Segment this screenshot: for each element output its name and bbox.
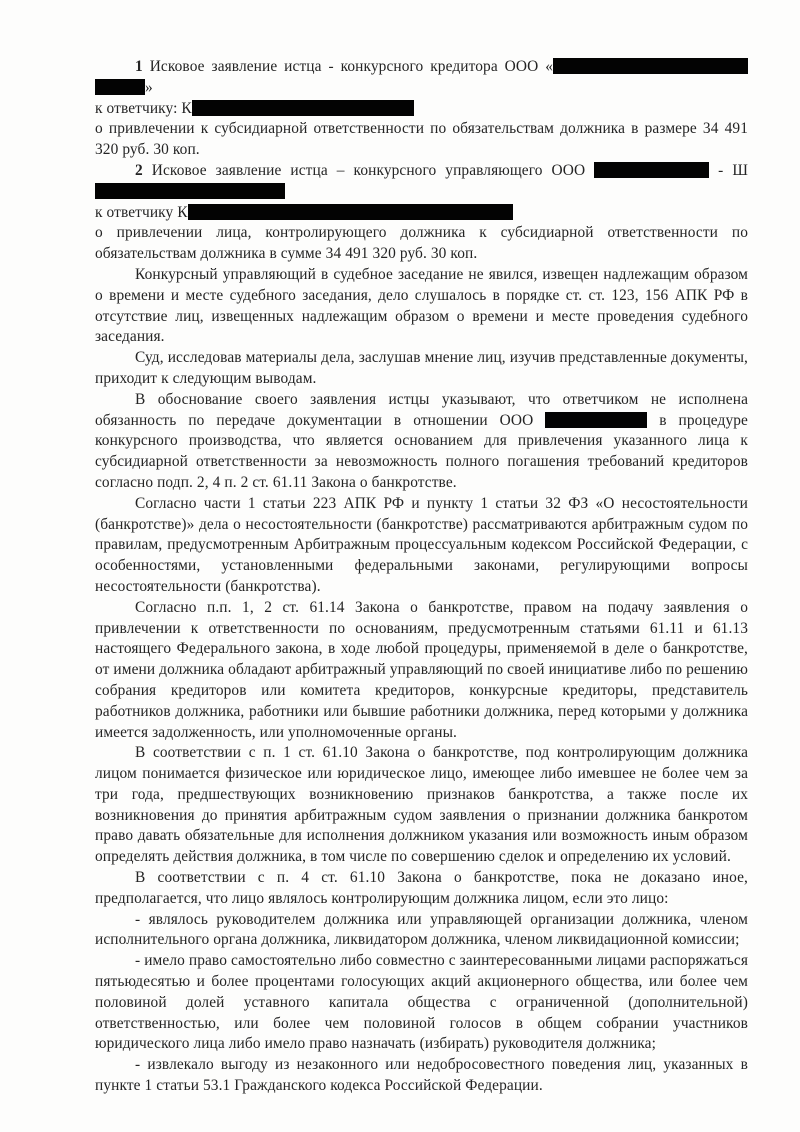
redaction-bar: [192, 100, 414, 116]
redaction-bar: [545, 412, 647, 428]
paragraph: [95, 99, 748, 120]
text-run: о привлечении лица, контролирующего должника к субсидиарной ответственности по обязательствам должника в сумме 34 491 320 руб. 30 коп.: [95, 224, 748, 263]
text-run: Конкурсный управляющий в судебное заседание не явился, извещен надлежащим образом о времени и месте судебного заседания, дело слушалось в порядке ст. ст. 123, 156 АПК РФ в отсутствие лиц, извещенных надлежащим образом о времени и месте проведения судебного заседания.: [95, 265, 748, 346]
paragraph: [95, 598, 748, 744]
redaction-bar: [188, 204, 513, 220]
text-run: В соответствии с п. 4 ст. 61.10 Закона о банкротстве, пока не доказано иное, предполагается, что лицо являлось контролирующим должника лицом, если это лицо:: [95, 869, 748, 907]
paragraph: [95, 348, 748, 390]
text-run: к ответчику К: [95, 203, 188, 221]
paragraph: [95, 494, 748, 598]
document-body: [95, 57, 748, 1097]
text-run: к ответчику: К: [95, 99, 192, 117]
paragraph: [95, 951, 748, 1055]
text-run: - имело право самостоятельно либо совместно с заинтересованными лицами распоряжаться пятьюдесятью и более процентами голосующих акций акционерного общества, или более чем половиной долей уставного капитала общества с ограниченной (дополнительной) ответственностью, или более чем половиной голосов в общем собрании участников юридического лица либо имело право назначать (избирать) руководителя должника;: [95, 952, 748, 1053]
text-run: Согласно части 1 статьи 223 АПК РФ и пункту 1 статьи 32 ФЗ «О несостоятельности (банкротстве)» дела о несостоятельности (банкротстве) рассматриваются арбитражным судом по правилам, предусмотренным Арбитражным процессуальным кодексом Российской Федерации, с особенностями, установленными федеральными законами, регулирующими вопросы несостоятельности (банкротства).: [95, 494, 748, 595]
text-run: - являлось руководителем должника или управляющей организации должника, членом исполнительного органа должника, ликвидатором должника, членом ликвидационной комиссии;: [95, 910, 748, 949]
paragraph: [95, 161, 748, 203]
redaction-bar: [594, 162, 709, 178]
paragraph: [95, 1055, 748, 1097]
paragraph: [95, 57, 748, 99]
redaction-bar: [95, 79, 145, 95]
text-run: Исковое заявление истца – конкурсного управляющего ООО: [142, 161, 595, 179]
paragraph: [95, 390, 748, 494]
text-run: Исковое заявление истца - конкурсного кредитора ООО «: [142, 58, 553, 75]
redaction-bar: [553, 58, 748, 74]
text-run: в процедуре конкурсного производства, что является основанием для привлечения указанного лица к субсидиарной ответственности за невозможность полного погашения требований кредиторов согласно подп. 2, 4 п. 2 ст. 61.11 Закона о банкротстве.: [95, 411, 748, 491]
text-run: Согласно п.п. 1, 2 ст. 61.14 Закона о банкротстве, правом на подачу заявления о привлечении к ответственности по основаниям, предусмотренным статьями 61.11 и 61.13 настоящего Федерального закона, в ходе любой процедуры, применяемой в деле о банкротстве, от имени должника обладают арбитражный управляющий по своей инициативе либо по решению собрания кредиторов или комитета кредиторов, конкурсные кредиторы, представитель работников должника, работники или бывшие работники должника, перед которыми у должника имеется задолженность, или уполномоченные органы.: [95, 598, 748, 741]
text-run: Суд, исследовав материалы дела, заслушав мнение лиц, изучив представленные документы, приходит к следующим выводам.: [95, 349, 748, 387]
paragraph: [95, 868, 748, 910]
claim-number: 1: [135, 58, 143, 75]
paragraph: [95, 743, 748, 868]
paragraph: [95, 119, 748, 161]
paragraph: [95, 203, 748, 224]
text-run: В обоснование своего заявления истцы указывают, что ответчиком не исполнена обязанность по передаче документации в отношении ООО: [95, 390, 748, 429]
claim-number: 2: [135, 161, 143, 179]
text-run: »: [145, 78, 153, 96]
paragraph: [95, 265, 748, 348]
text-run: -: [709, 161, 733, 179]
text-run: Ш: [732, 161, 748, 179]
text-run: В соответствии с п. 1 ст. 61.10 Закона о банкротстве, под контролирующим должника лицом понимается физическое или юридическое лицо, имеющее либо имевшее не более чем за три года, предшествующих возникновению признаков банкротства, а также после их возникновения до принятия арбитражным судом заявления о признании должника банкротом право давать обязательные для исполнения должником указания или возможность иным образом определять действия должника, в том числе по совершению сделок и определению их условий.: [95, 744, 748, 866]
text-run: - извлекало выгоду из незаконного или недобросовестного поведения лиц, указанных в пункте 1 статьи 53.1 Гражданского кодекса Российской Федерации.: [95, 1056, 748, 1095]
paragraph: [95, 223, 748, 265]
paragraph: [95, 910, 748, 952]
redaction-bar: [95, 183, 285, 199]
text-run: о привлечении к субсидиарной ответственности по обязательствам должника в размере 34 491 320 руб. 30 коп.: [95, 120, 748, 159]
